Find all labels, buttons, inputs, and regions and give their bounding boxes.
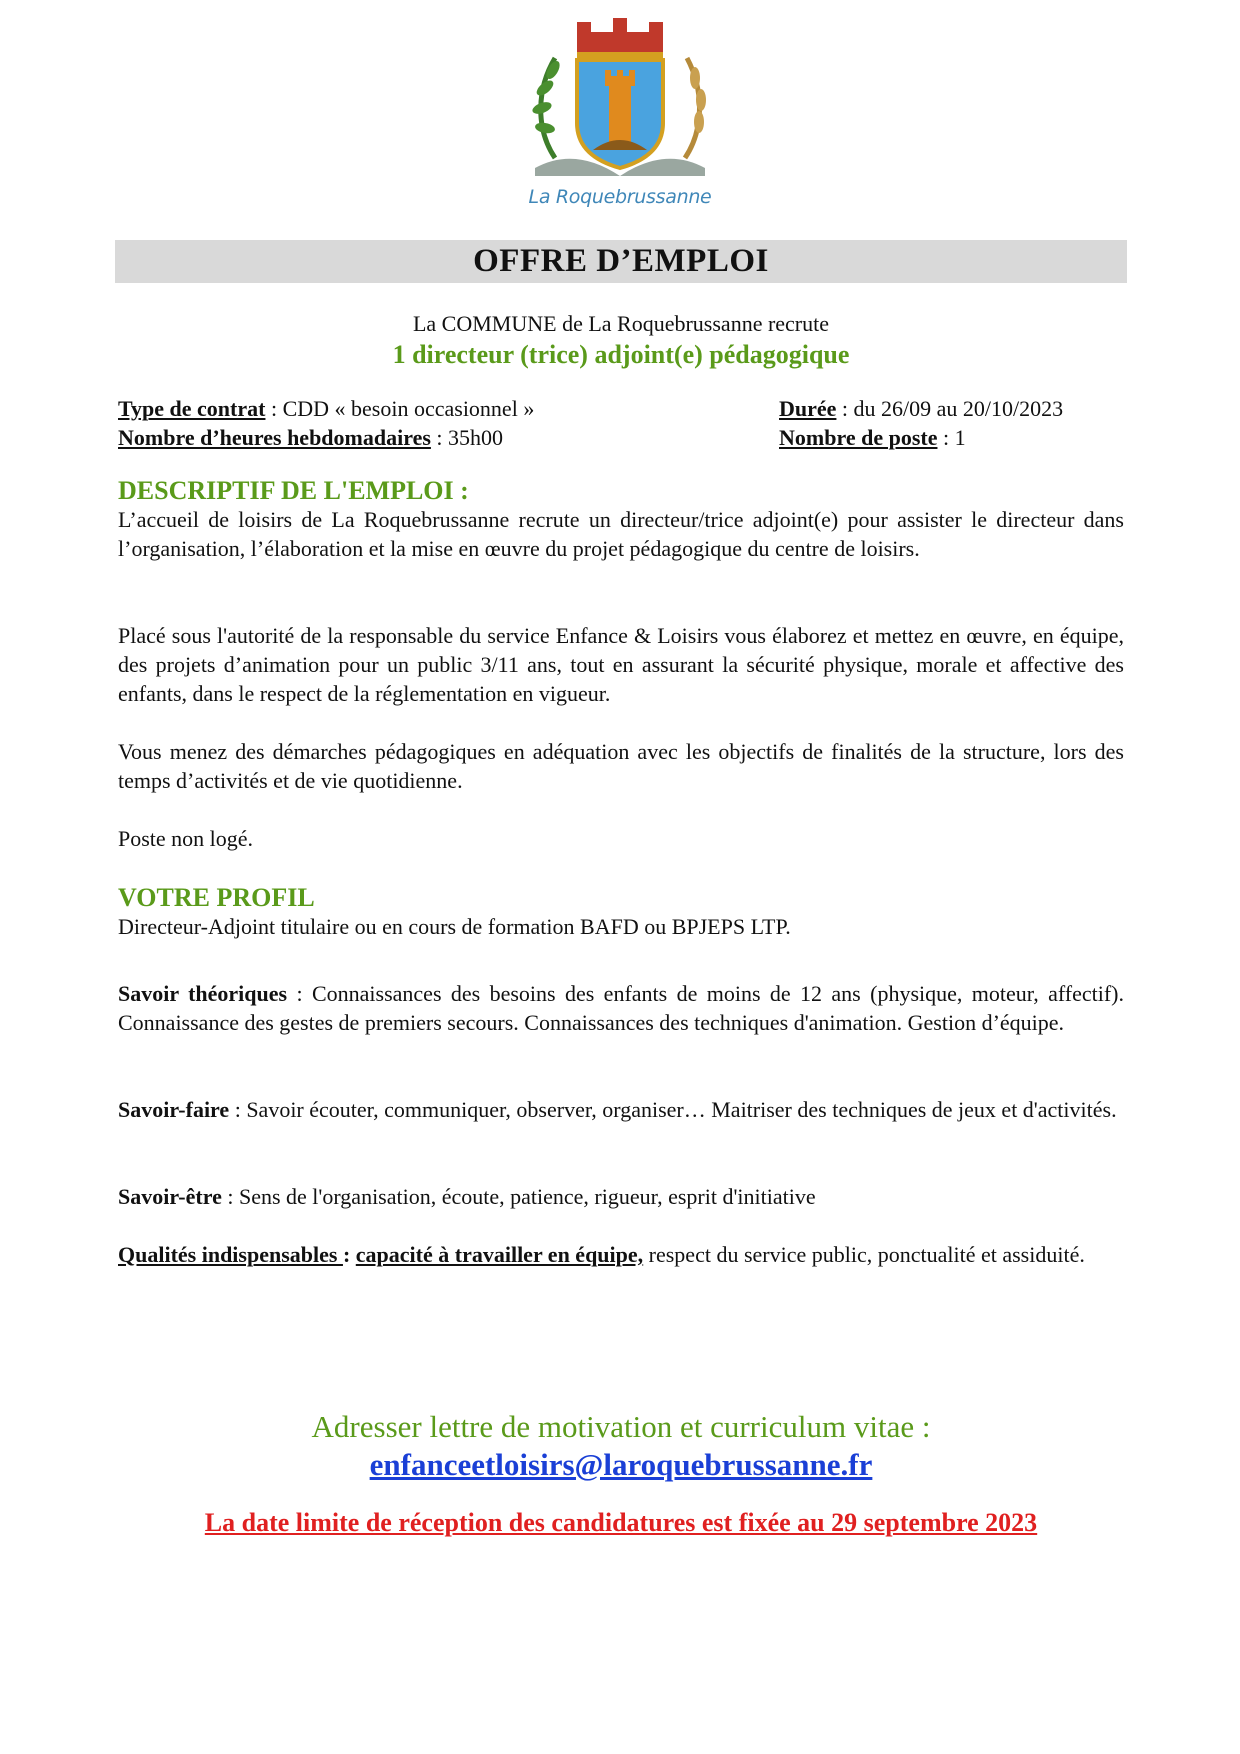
- description-paragraph-1: L’accueil de loisirs de La Roquebrussanne recrute un directeur/trice adjoint(e) pour assister le directeur dans l’organisation, l’élaboration et la mise en œuvre du projet pédagogique du centre de loisirs.: [118, 507, 1124, 561]
- qualities-label: Qualités indispensables: [118, 1242, 343, 1267]
- recruitment-line: La COMMUNE de La Roquebrussanne recrute: [412, 311, 830, 336]
- contract-type-label: Type de contrat: [118, 396, 266, 421]
- contract-info-left: [118, 394, 534, 452]
- profile-skills: [118, 1095, 1124, 1124]
- position-title: 1 directeur (trice) adjoint(e) pédagogique: [392, 340, 850, 369]
- page-title: OFFRE D’EMPLOI: [115, 240, 1127, 283]
- theory-text: : Connaissances des besoins des enfants de moins de 12 ans (physique, moteur, affectif). Connaissance des gestes de premiers secours. Connaissances des techniques d'animation. Gestion d’équipe.: [118, 981, 1125, 1035]
- duration-label: Durée: [779, 396, 837, 421]
- application-line: Adresser lettre de motivation et curriculum vitae :: [311, 1409, 931, 1444]
- skills-text: : Savoir écouter, communiquer, observer, organiser… Maitriser des techniques de jeux et d'activités.: [229, 1097, 1117, 1122]
- application-block: [115, 1408, 1127, 1484]
- application-email-link[interactable]: enfanceetloisirs@laroquebrussanne.fr: [369, 1447, 873, 1482]
- posts-label: Nombre de poste: [779, 425, 938, 450]
- profile-being: [118, 1182, 1124, 1211]
- profile-heading: VOTRE PROFIL: [118, 883, 315, 912]
- profile-qualities: [118, 1240, 1124, 1269]
- contract-info-right: [779, 394, 1063, 452]
- town-logo-text: La Roquebrussanne: [528, 186, 712, 208]
- posts-value: : 1: [937, 425, 966, 450]
- description-paragraph-4: Poste non logé.: [118, 826, 254, 851]
- theory-label: Savoir théoriques: [118, 981, 288, 1006]
- being-text: : Sens de l'organisation, écoute, patience, rigueur, esprit d'initiative: [221, 1184, 816, 1209]
- weekly-hours-value: : 35h00: [430, 425, 504, 450]
- town-logo: [515, 18, 725, 213]
- contract-type-value: : CDD « besoin occasionnel »: [265, 396, 535, 421]
- description-paragraph-2: Placé sous l'autorité de la responsable du service Enfance & Loisirs vous élaborez et mettez en œuvre, en équipe, des projets d’animation pour un public 3/11 ans, tout en assurant la sécurité physique, morale et affective des enfants, dans le respect de la réglementation en vigueur.: [118, 623, 1124, 706]
- description-paragraph-3: Vous menez des démarches pédagogiques en adéquation avec les objectifs de finalités de la structure, lors des temps d’activités et de vie quotidienne.: [118, 739, 1124, 793]
- profile-paragraph-1: Directeur-Adjoint titulaire ou en cours de formation BAFD ou BPJEPS LTP.: [118, 914, 791, 939]
- profile-theory: [118, 979, 1124, 1037]
- qualities-strong: capacité à travailler en équipe,: [355, 1242, 644, 1267]
- weekly-hours-label: Nombre d’heures hebdomadaires: [118, 425, 431, 450]
- coat-of-arms-icon: [515, 18, 725, 183]
- skills-label: Savoir-faire: [118, 1097, 230, 1122]
- qualities-colon: :: [342, 1242, 351, 1267]
- qualities-text: respect du service public, ponctualité et assiduité.: [643, 1242, 1085, 1267]
- application-deadline: La date limite de réception des candidatures est fixée au 29 septembre 2023: [204, 1508, 1038, 1537]
- description-heading: DESCRIPTIF DE L'EMPLOI :: [118, 476, 469, 505]
- duration-value: : du 26/09 au 20/10/2023: [836, 396, 1064, 421]
- being-label: Savoir-être: [118, 1184, 222, 1209]
